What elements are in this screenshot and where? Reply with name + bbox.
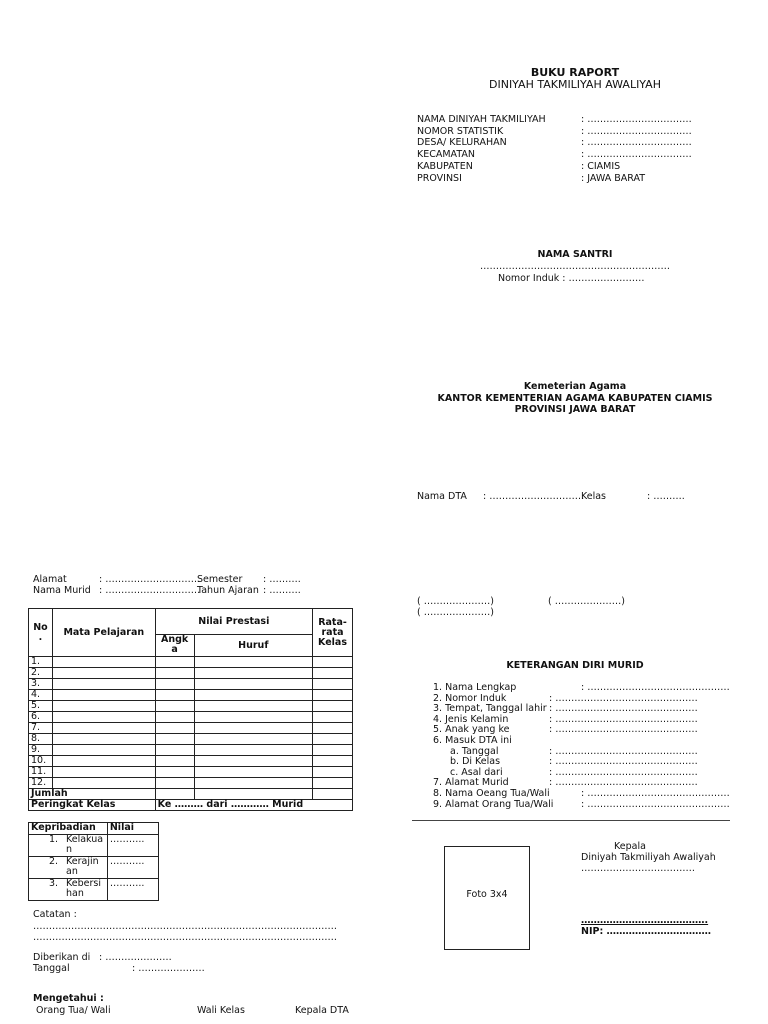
grades-cell <box>194 756 312 767</box>
grades-cell <box>155 789 194 800</box>
identity-value: : …………………………… <box>581 125 692 137</box>
grades-row-number: 9. <box>29 745 53 756</box>
identity-value: : CIAMIS <box>581 160 621 172</box>
ministry-line3: PROVINSI JAWA BARAT <box>514 404 636 415</box>
keterangan-label: 5. Anak yang ke <box>433 724 510 736</box>
col-nilai-header: Nilai Prestasi <box>155 609 312 635</box>
kepribadian-value: ……….. <box>107 878 158 900</box>
report-title: BUKU RAPORT <box>530 66 620 79</box>
grades-table <box>28 608 353 811</box>
keterangan-label: 2. Nomor Induk <box>433 692 507 704</box>
keterangan-label: b. Di Kelas <box>450 756 501 768</box>
grades-cell <box>194 690 312 701</box>
kepribadian-label: Kebersi han <box>66 877 101 899</box>
keterangan-label: 8. Nama Oeang Tua/Wali <box>433 788 550 799</box>
grades-cell <box>194 657 312 668</box>
grades-row-number: 1. <box>29 657 53 668</box>
grades-cell <box>194 723 312 734</box>
grades-cell <box>52 756 155 767</box>
grades-cell <box>194 679 312 690</box>
grades-cell <box>52 767 155 778</box>
grades-cell <box>194 701 312 712</box>
santri-nomor-induk: Nomor Induk : …………………… <box>498 273 645 284</box>
kepala-dots: ……………………………… <box>581 863 695 874</box>
kepala-nip: NIP: …………………………… <box>581 926 712 937</box>
grades-row <box>29 767 353 778</box>
col-angka-header: Angk a <box>155 635 194 657</box>
grades-row-number: 3. <box>29 679 53 690</box>
grades-row <box>29 679 353 690</box>
keterangan-label: 7. Alamat Murid <box>433 777 509 789</box>
keterangan-value: : ……………………………………… <box>549 724 698 736</box>
grades-cell <box>313 712 353 723</box>
grades-cell <box>313 756 353 767</box>
grades-row-number: 2. <box>29 668 53 679</box>
grades-cell <box>52 657 155 668</box>
grades-cell <box>52 723 155 734</box>
grades-row-number: 5. <box>29 701 53 712</box>
col-huruf-header: Huruf <box>194 635 312 657</box>
grades-row-number: 4. <box>29 690 53 701</box>
keterangan-value: : ……………………………………… <box>549 703 698 715</box>
grades-cell <box>313 723 353 734</box>
keterangan-label: a. Tanggal <box>450 745 499 757</box>
santri-name-dots: …………………………………………………… <box>480 261 670 272</box>
grades-cell <box>313 668 353 679</box>
kepribadian-number: 2. <box>49 855 59 867</box>
keterangan-value: : ……………………………………… <box>581 682 730 693</box>
grades-row <box>29 657 353 668</box>
grades-row <box>29 745 353 756</box>
grades-cell <box>52 734 155 745</box>
grades-row-number: 10. <box>29 756 53 767</box>
grades-cell <box>194 789 312 800</box>
grades-cell <box>52 668 155 679</box>
grades-cell <box>155 701 194 712</box>
peringkat-label: Peringkat Kelas <box>29 800 156 811</box>
kepribadian-label: Kerajin an <box>66 855 99 877</box>
grades-row-number: 11. <box>29 767 53 778</box>
dta-name-value: : ………………………… <box>483 491 585 502</box>
grades-cell <box>52 701 155 712</box>
photo-label: Foto 3x4 <box>466 889 508 900</box>
kepribadian-row <box>29 834 159 856</box>
grades-cell <box>313 701 353 712</box>
ministry-line1: Kemeterian Agama <box>523 381 627 392</box>
grades-cell <box>313 734 353 745</box>
grades-row <box>29 668 353 679</box>
kepribadian-item <box>29 878 108 900</box>
kepribadian-number: 1. <box>49 833 59 845</box>
kepribadian-value: ……….. <box>107 834 158 856</box>
catatan-line-1: …………………………………………………………………………………… <box>33 921 337 932</box>
identity-value: : …………………………… <box>581 114 692 125</box>
grades-cell <box>194 767 312 778</box>
grades-cell <box>155 778 194 789</box>
jumlah-label: Jumlah <box>29 789 156 800</box>
kepribadian-label: Kelakua n <box>66 833 104 855</box>
dta-kelas-label: Kelas <box>581 491 607 502</box>
grades-cell <box>155 657 194 668</box>
kepribadian-row <box>29 856 159 878</box>
keterangan-value: : ……………………………………… <box>549 745 698 757</box>
alamat-value: : ………………………… <box>99 574 201 585</box>
identity-label: PROVINSI <box>417 172 462 184</box>
grades-cell <box>155 734 194 745</box>
kepribadian-value: ……….. <box>107 856 158 878</box>
keterangan-label: c. Asal dari <box>450 766 503 778</box>
grades-row <box>29 756 353 767</box>
kepribadian-row <box>29 878 159 900</box>
grades-cell <box>155 767 194 778</box>
kepribadian-item <box>29 856 108 878</box>
grades-cell <box>313 778 353 789</box>
kepala-line2: Diniyah Takmiliyah Awaliyah <box>581 852 716 863</box>
grades-cell <box>194 668 312 679</box>
keterangan-label: 9. Alamat Orang Tua/Wali <box>433 798 554 810</box>
alamat-label: Alamat <box>33 574 67 585</box>
semester-value: : ………. <box>263 574 301 585</box>
dta-kelas-value: : ………. <box>647 491 685 502</box>
kepribadian-table <box>28 822 159 901</box>
grades-row <box>29 778 353 789</box>
grades-cell <box>194 778 312 789</box>
grades-cell <box>155 756 194 767</box>
grades-row-number: 8. <box>29 734 53 745</box>
signature-paren-left-2: ( …………………) <box>417 607 494 618</box>
identity-value: : …………………………… <box>581 149 692 161</box>
grades-row-number: 6. <box>29 712 53 723</box>
identity-label: KABUPATEN <box>417 160 473 172</box>
tanggal-label: Tanggal <box>33 963 70 974</box>
identity-label: DESA/ KELURAHAN <box>417 137 507 149</box>
grades-cell <box>194 712 312 723</box>
nama-murid-label: Nama Murid <box>33 585 91 596</box>
grades-row <box>29 723 353 734</box>
kepribadian-header: Kepribadian <box>29 823 108 835</box>
grades-cell <box>194 734 312 745</box>
grades-cell <box>313 679 353 690</box>
nilai-header: Nilai <box>107 823 158 835</box>
keterangan-value: : ……………………………………… <box>549 692 698 704</box>
grades-cell <box>313 789 353 800</box>
santri-title: NAMA SANTRI <box>537 249 613 260</box>
identity-label: NAMA DINIYAH TAKMILIYAH <box>417 114 546 125</box>
kepala-name-line: …………………………………. <box>581 915 709 926</box>
grades-cell <box>155 690 194 701</box>
grades-cell <box>52 778 155 789</box>
grades-row-number: 12. <box>29 778 53 789</box>
nama-murid-value: : ………………………… <box>99 585 201 596</box>
grades-row <box>29 690 353 701</box>
semester-label: Semester <box>197 574 243 585</box>
grades-cell <box>155 679 194 690</box>
keterangan-value: : ……………………………………… <box>549 766 698 778</box>
sign-kepala-dta: Kepala DTA <box>295 1005 349 1016</box>
grades-row <box>29 712 353 723</box>
identity-label: NOMOR STATISTIK <box>417 125 504 137</box>
signature-paren-left-1: ( …………………) <box>417 596 494 607</box>
grades-cell <box>52 690 155 701</box>
identity-value: : JAWA BARAT <box>581 172 646 184</box>
keterangan-label: 3. Tempat, Tanggal lahir <box>433 703 547 715</box>
keterangan-value: : ……………………………………… <box>549 756 698 768</box>
keterangan-label: 1. Nama Lengkap <box>433 682 517 693</box>
jumlah-row <box>29 789 353 800</box>
keterangan-value: : ……………………………………… <box>581 798 730 810</box>
grades-row <box>29 701 353 712</box>
ministry-line2: KANTOR KEMENTERIAN AGAMA KABUPATEN CIAMIS <box>437 393 713 404</box>
grades-row-number: 7. <box>29 723 53 734</box>
keterangan-value: : ……………………………………… <box>581 788 730 799</box>
diberikan-value: : ………………… <box>99 952 172 963</box>
tahun-ajaran-value: : ………. <box>263 585 301 596</box>
grades-cell <box>313 745 353 756</box>
grades-cell <box>52 712 155 723</box>
keterangan-value: : ……………………………………… <box>549 713 698 725</box>
tahun-ajaran-label: Tahun Ajaran <box>197 585 259 596</box>
grades-cell <box>155 668 194 679</box>
grades-cell <box>313 767 353 778</box>
photo-box <box>444 846 530 950</box>
keterangan-title: KETERANGAN DIRI MURID <box>506 660 644 671</box>
grades-cell <box>52 745 155 756</box>
report-subtitle: DINIYAH TAKMILIYAH AWALIYAH <box>489 78 661 91</box>
grades-cell <box>313 657 353 668</box>
kepribadian-item <box>29 834 108 856</box>
signature-paren-right-1: ( …………………) <box>548 596 625 607</box>
tanggal-value: : ………………… <box>132 963 205 974</box>
kepala-line1: Kepala <box>614 841 646 852</box>
peringkat-row <box>29 800 353 811</box>
sign-wali-kelas: Wali Kelas <box>197 1005 245 1016</box>
grades-row <box>29 734 353 745</box>
catatan-line-2: …………………………………………………………………………………… <box>33 932 337 943</box>
col-rata-header: Rata- rata Kelas <box>313 609 353 657</box>
diberikan-label: Diberikan di <box>33 952 91 963</box>
identity-label: KECAMATAN <box>417 149 475 161</box>
grades-cell <box>155 745 194 756</box>
kepribadian-number: 3. <box>49 877 59 889</box>
grades-cell <box>194 745 312 756</box>
catatan-label: Catatan : <box>33 909 77 920</box>
identity-value: : …………………………… <box>581 137 692 149</box>
sign-ortu: Orang Tua/ Wali <box>36 1005 111 1016</box>
mengetahui-title: Mengetahui : <box>33 993 104 1004</box>
keterangan-label: 4. Jenis Kelamin <box>433 713 509 725</box>
divider <box>412 820 730 821</box>
grades-cell <box>155 723 194 734</box>
keterangan-label: 6. Masuk DTA ini <box>433 735 512 746</box>
grades-cell <box>155 712 194 723</box>
grades-cell <box>313 690 353 701</box>
grades-cell <box>52 679 155 690</box>
keterangan-value: : ……………………………………… <box>549 777 698 789</box>
dta-name-label: Nama DTA <box>417 491 467 502</box>
col-mapel-header: Mata Pelajaran <box>52 609 155 657</box>
peringkat-value: Ke ……… dari ………… Murid <box>155 800 352 811</box>
col-no-header: No . <box>29 609 53 657</box>
